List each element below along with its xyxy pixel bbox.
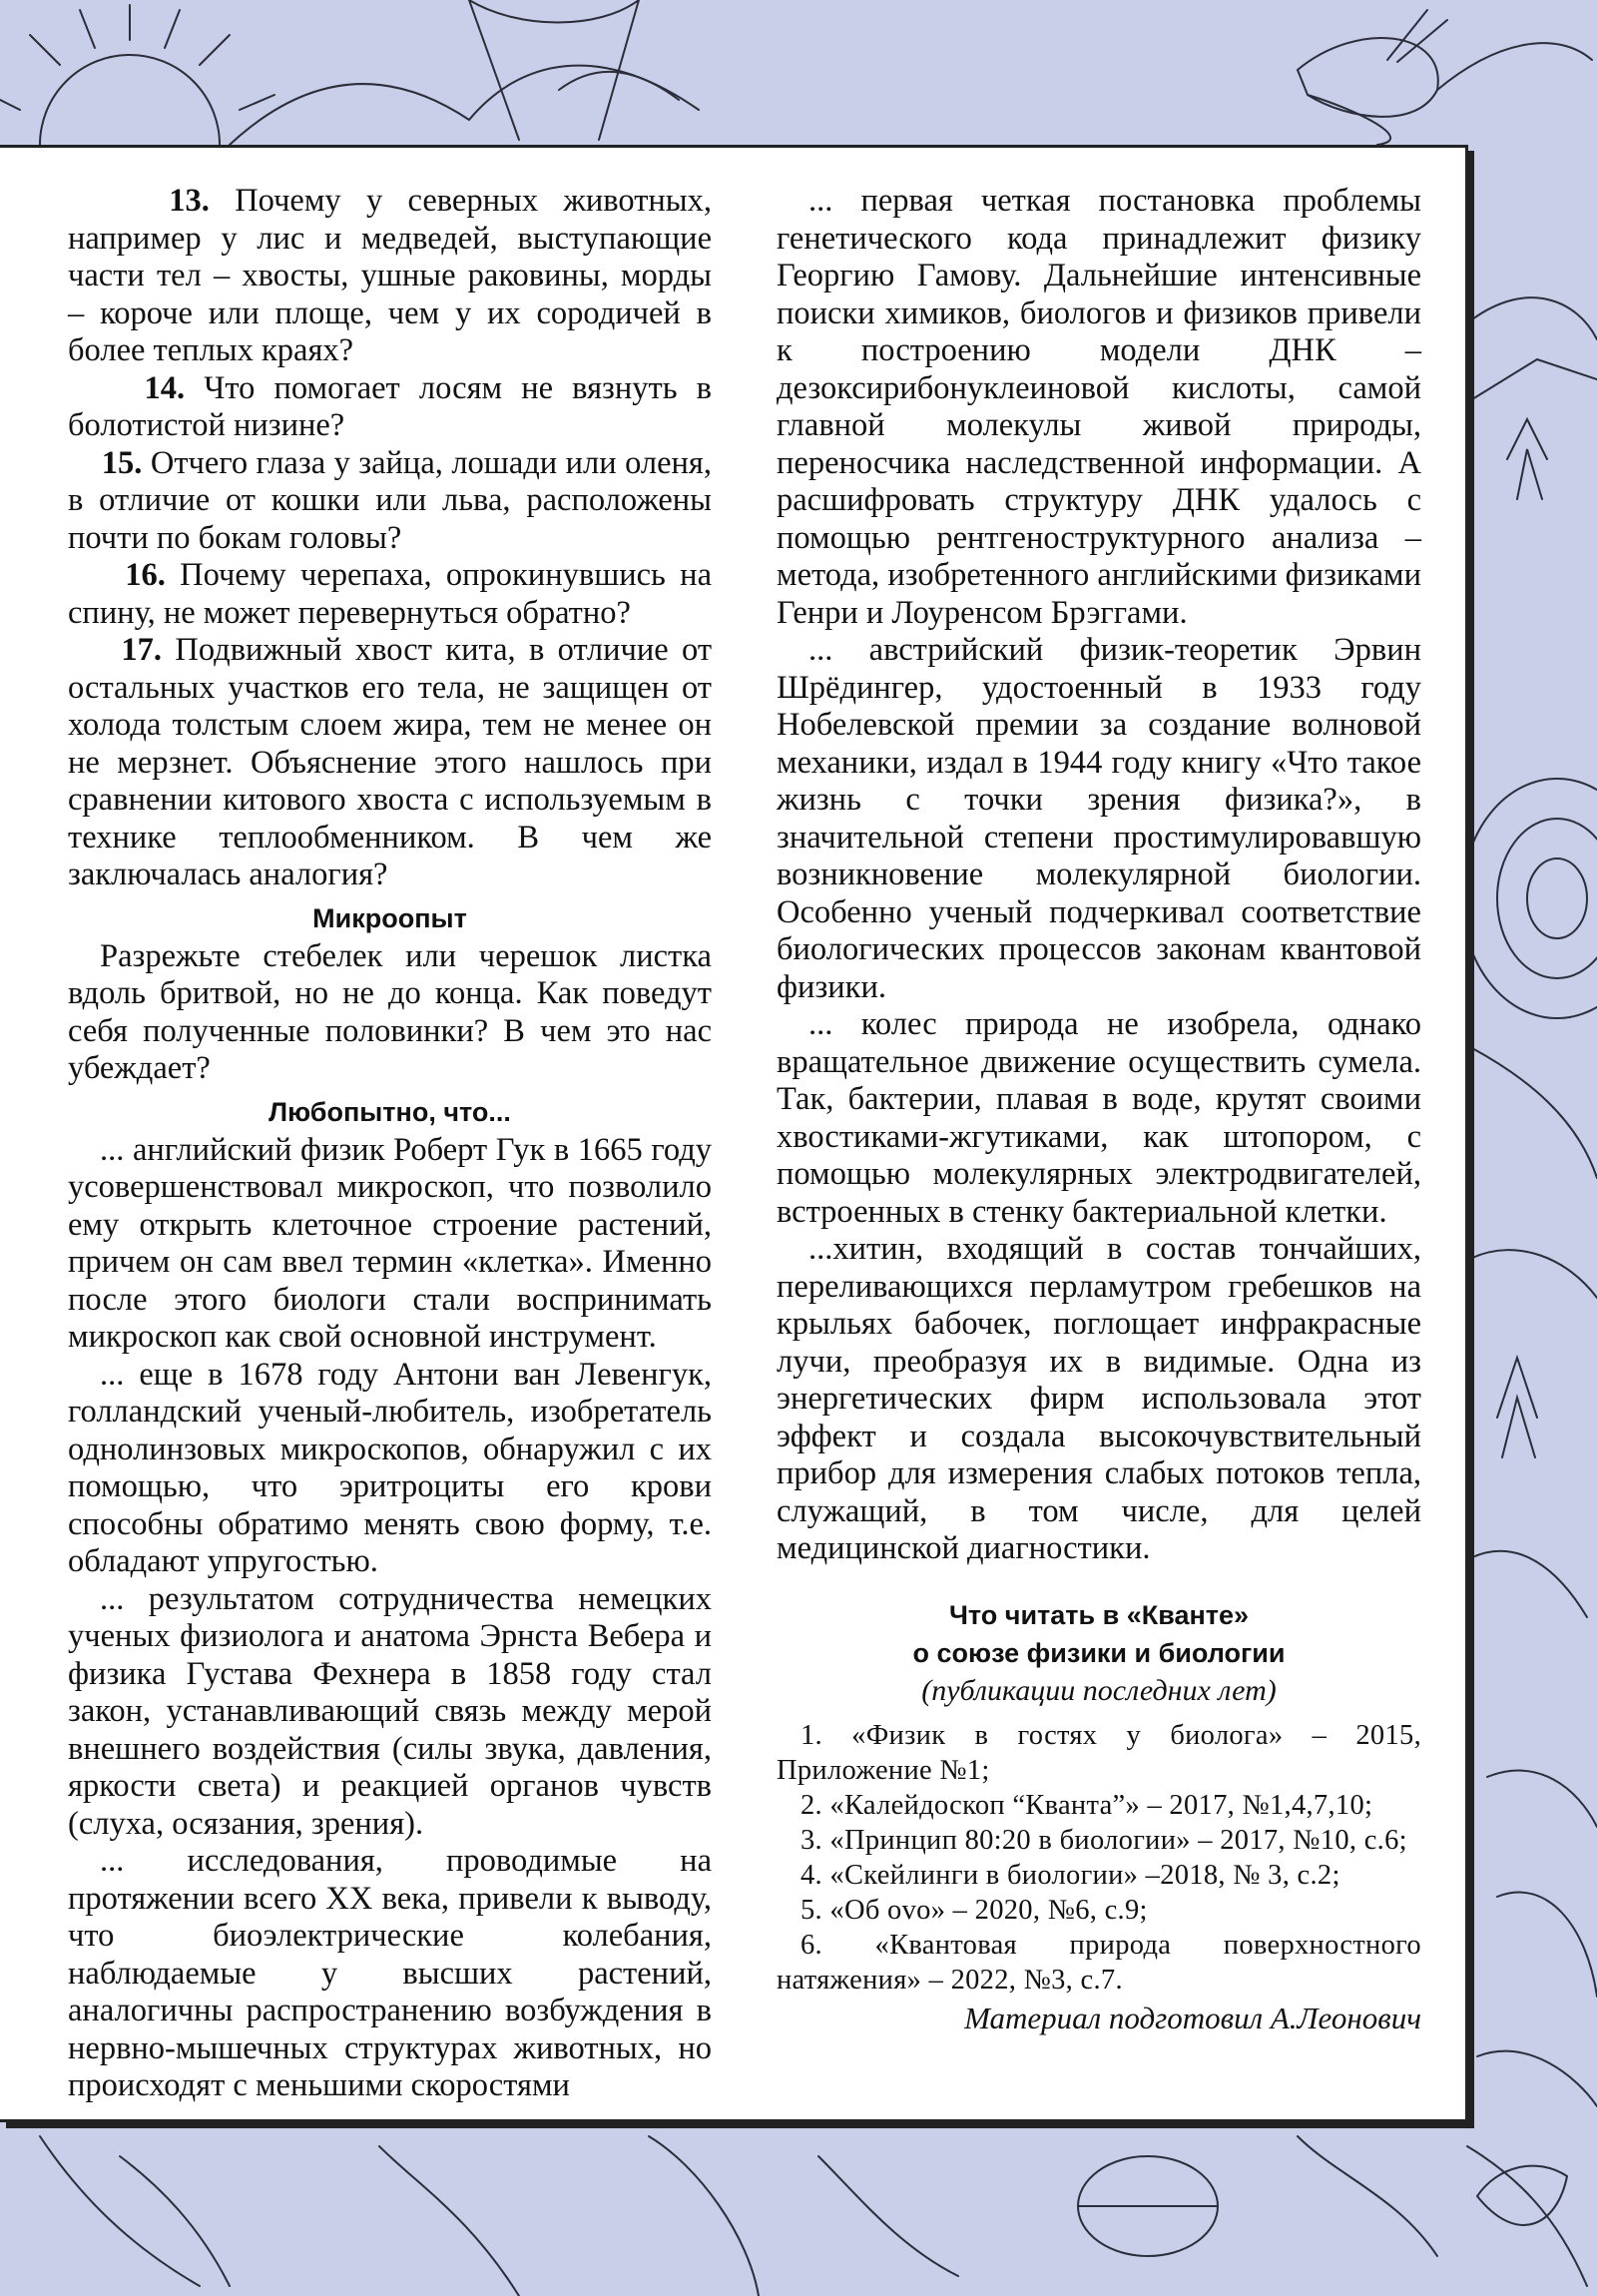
curious-paragraph: ... австрийский физик-теоретик Эрвин Шрёдингер, удостоенный в 1933 году Нобелевской премии за создание волновой механики, издал в 1944 году книгу «Что такое жизнь с точки зрения физика?», в значительной степени простимулировавшую возникновение молекулярной биологии. Особенно ученый подчеркивал соответствие биологических процессов законам квантовой физики. [777, 632, 1421, 1005]
reference-item: 4. «Скейлинги в биологии» –2018, № 3, с.2; [800, 1859, 1340, 1891]
reference-item: 3. «Принцип 80:20 в биологии» – 2017, №10, с.6; [800, 1824, 1407, 1856]
left-column [68, 183, 712, 2105]
right-side-drawings [1462, 297, 1597, 2106]
curious-paragraph: ... английский физик Роберт Гук в 1665 году усовершенствовал микроскоп, что позволило ему открыть клеточное строение растений, причем он сам ввел термин «клетка». Именно после этого биологи стали воспринимать микроскоп как свой основной инструмент. [68, 1131, 712, 1355]
question-17: 17. Подвижный хвост кита, в отличие от остальных участков его тела, не защищен от холода толстым слоем жира, тем не менее он не мерзнет. Объяснение этого нашлось при сравнении китового хвоста с используемым в технике теплообменником. В чем же заключалась аналогия? [68, 632, 713, 892]
question-14: 14. Что помогает лосям не вязнуть в болотистой низине? [68, 369, 712, 443]
article-page [0, 145, 1468, 2122]
curious-paragraph: ... результатом сотрудничества немецких ученых физиолога и анатома Эрнста Вебера и физика Густава Фехнера в 1858 году стал закон, устанавливающий связь между мерой внешнего воздействия (силы звука, давления, яркости света) и реакцией органов чувств (слуха, осязания, зрения). [68, 1580, 712, 1842]
question-13: 13. Почему у северных животных, например у лис и медведей, выступающие части тел – хвосты, ушные раковины, морды – короче или площе, чем у их сородичей в более теплых краях? [68, 183, 712, 368]
question-15: 15. Отчего глаза у зайца, лошади или оленя, в отличие от кошки или льва, расположены почти по бокам головы? [68, 444, 712, 556]
sun-drawing [0, 5, 274, 145]
curious-paragraph: ... исследования, проводимые на протяжении всего XX века, привели к выводу, что биоэлектрические колебания, наблюдаемые у высших растений, аналогичны распространению возбуждения в нервно-мышечных структурах животных, но происходят с меньшими скоростями [68, 1843, 712, 2103]
reference-item: 5. «Об ovo» – 2020, №6, с.9; [800, 1894, 1148, 1926]
curious-paragraph: ... колес природа не изобрела, однако вращательное движение осуществить сумела. Так, бактерии, плавая в воде, крутят своими хвостиками-жгутиками, как штопором, с помощью молекулярных электродвигателей, встроенных в стенку бактериальной клетки. [777, 1006, 1421, 1230]
reference-list [777, 1718, 1421, 1998]
question-16: 16. Почему черепаха, опрокинувшись на спину, не может перевернуться обратно? [68, 557, 712, 631]
author-credit: Материал подготовил А.Леонович [964, 2000, 1421, 2035]
curious-paragraph: ... первая четкая постановка проблемы генетического кода принадлежит физику Георгию Гамову. Дальнейшие интенсивные поиски химиков, биологов и физиков привели к построению модели ДНК – дезоксирибонуклеиновой кислоты, самой главной молекулы живой природы, переносчика наследственной информации. А расшифровать структуру ДНК удалось с помощью рентгеноструктурного анализа – метода, изобретенного английскими физиками Генри и Лоуренсом Брэггами. [777, 183, 1421, 631]
reading-title-line1: Что читать в «Кванте» [948, 1599, 1250, 1630]
reading-title-line2: о союзе физики и биологии [912, 1637, 1286, 1668]
curious-heading: Любопытно, что... [268, 1096, 511, 1127]
hills-drawing [230, 66, 699, 145]
bottom-drawings [40, 2136, 1587, 2296]
right-column [777, 183, 1421, 2037]
reference-item: 6. «Квантовая природа поверхностного натяжения» – 2022, №3, с.7. [777, 1929, 1421, 1996]
reference-item: 2. «Калейдоскоп “Кванта”» – 2017, №1,4,7,10; [800, 1789, 1373, 1821]
experiment-text: Разрежьте стебелек или черешок листка вдоль бритвой, но не до конца. Как поведут себя полученные половинки? В чем это нас убеждает? [68, 937, 712, 1086]
reading-list-header [777, 1596, 1421, 1710]
reference-item: 1. «Физик в гостях у биолога» – 2015, Приложение №1; [777, 1719, 1421, 1786]
reading-subtitle: (публикации последних лет) [921, 1673, 1277, 1707]
curious-paragraph: ...хитин, входящий в состав тончайших, переливающихся перламутром гребешков на крыльях бабочек, поглощает инфракрасные лучи, преобразуя их в видимые. Одна из энергетических фирм использовала этот эффект и создала высокочувствительный прибор для измерения слабых потоков тепла, служащий, в том числе, для целей медицинской диагностики. [777, 1231, 1421, 1566]
curious-paragraph: ... еще в 1678 году Антони ван Левенгук, голландский ученый-любитель, изобретатель однолинзовых микроскопов, обнаружил с их помощью, что эритроциты его крови способны обратимо менять свою форму, т.е. обладают упругостью. [68, 1356, 712, 1579]
experiment-heading: Микроопыт [312, 902, 467, 933]
butterfly-top-drawing [1298, 10, 1592, 145]
